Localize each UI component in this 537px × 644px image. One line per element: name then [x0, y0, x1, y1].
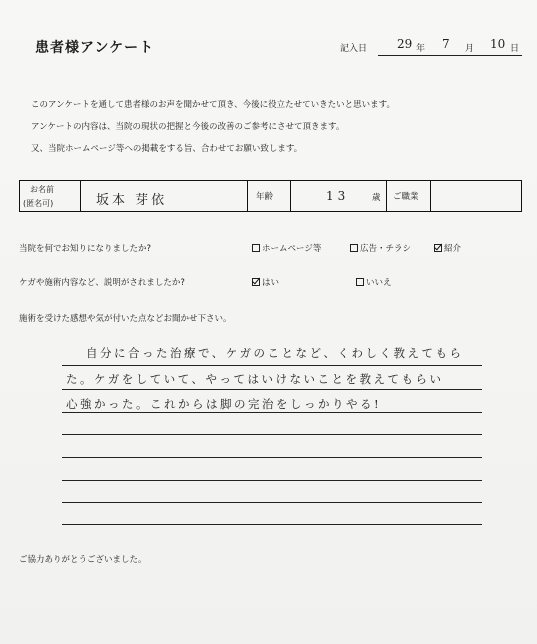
answer-line-3: 心強かった。これからは脚の完治をしっかりやる!	[66, 397, 382, 411]
option-label: 広告・チラシ	[360, 244, 412, 254]
answer-rule	[62, 412, 482, 413]
date-year-unit: 年	[416, 44, 426, 54]
checkbox-icon[interactable]	[252, 244, 260, 252]
name-note: (匿名可)	[23, 199, 54, 208]
date-underline	[378, 55, 522, 56]
date-month-unit: 月	[465, 44, 475, 54]
checkbox-checked-icon[interactable]	[252, 278, 260, 286]
date-day: 10	[490, 37, 506, 51]
answer-rule	[62, 365, 482, 366]
answer-line-1: 自分に合った治療で、ケガのことなど、くわしく教えてもら	[86, 346, 464, 360]
option-label: はい	[262, 278, 280, 288]
answer-line-2: た。ケガをしていて、やってはいけないことを教えてもらい	[66, 372, 444, 386]
date-year: 29	[397, 37, 413, 51]
question-feedback: 施術を受けた感想や気が付いた点などお聞かせ下さい。	[19, 314, 232, 324]
form-title: 患者様アンケート	[35, 40, 155, 56]
checkbox-icon[interactable]	[356, 278, 364, 286]
name-label: お名前	[30, 185, 54, 194]
intro-line-2: アンケートの内容は、当院の現状の把握と今後の改善のご参考にさせて頂きます。	[31, 122, 345, 132]
option-no[interactable]	[356, 276, 392, 288]
date-label: 記入日	[340, 44, 368, 54]
answer-rule	[62, 524, 482, 525]
age-label: 年齢	[256, 192, 274, 202]
intro-line-1: このアンケートを通して患者様のお声を聞かせて頂き、今後に役立たせていきたいと思います。	[31, 100, 395, 110]
answer-rule	[62, 457, 482, 458]
thanks-footer: ご協力ありがとうございました。	[19, 555, 147, 565]
answer-rule	[62, 502, 482, 503]
answer-rule	[62, 389, 482, 390]
date-month: 7	[442, 37, 450, 51]
checkbox-checked-icon[interactable]	[434, 244, 442, 252]
intro-line-3: 又、当院ホームページ等への掲載をする旨、合わせてお願い致します。	[31, 144, 303, 154]
age-unit: 歳	[372, 193, 381, 203]
question-explained: ケガや施術内容など、説明がされましたか?	[19, 278, 185, 288]
table-divider	[80, 181, 81, 211]
option-yes[interactable]	[252, 276, 279, 288]
table-divider	[290, 181, 291, 211]
question-how-found: 当院を何でお知りになりましたか?	[19, 244, 152, 254]
option-label: いいえ	[366, 278, 392, 288]
age-value[interactable]: 13	[326, 189, 350, 203]
answer-rule	[62, 480, 482, 481]
name-value[interactable]: 坂本 芽依	[96, 193, 168, 208]
option-advert[interactable]	[350, 242, 411, 254]
table-divider	[247, 181, 248, 211]
table-divider	[386, 181, 387, 211]
checkbox-icon[interactable]	[350, 244, 358, 252]
job-label: ご職業	[393, 192, 419, 202]
option-homepage[interactable]	[252, 242, 321, 254]
respondent-table	[19, 180, 522, 212]
option-label: 紹介	[444, 244, 462, 254]
date-day-unit: 日	[510, 44, 520, 54]
answer-rule	[62, 434, 482, 435]
table-divider	[430, 181, 431, 211]
option-label: ホームページ等	[262, 244, 322, 254]
option-referral[interactable]	[434, 242, 461, 254]
